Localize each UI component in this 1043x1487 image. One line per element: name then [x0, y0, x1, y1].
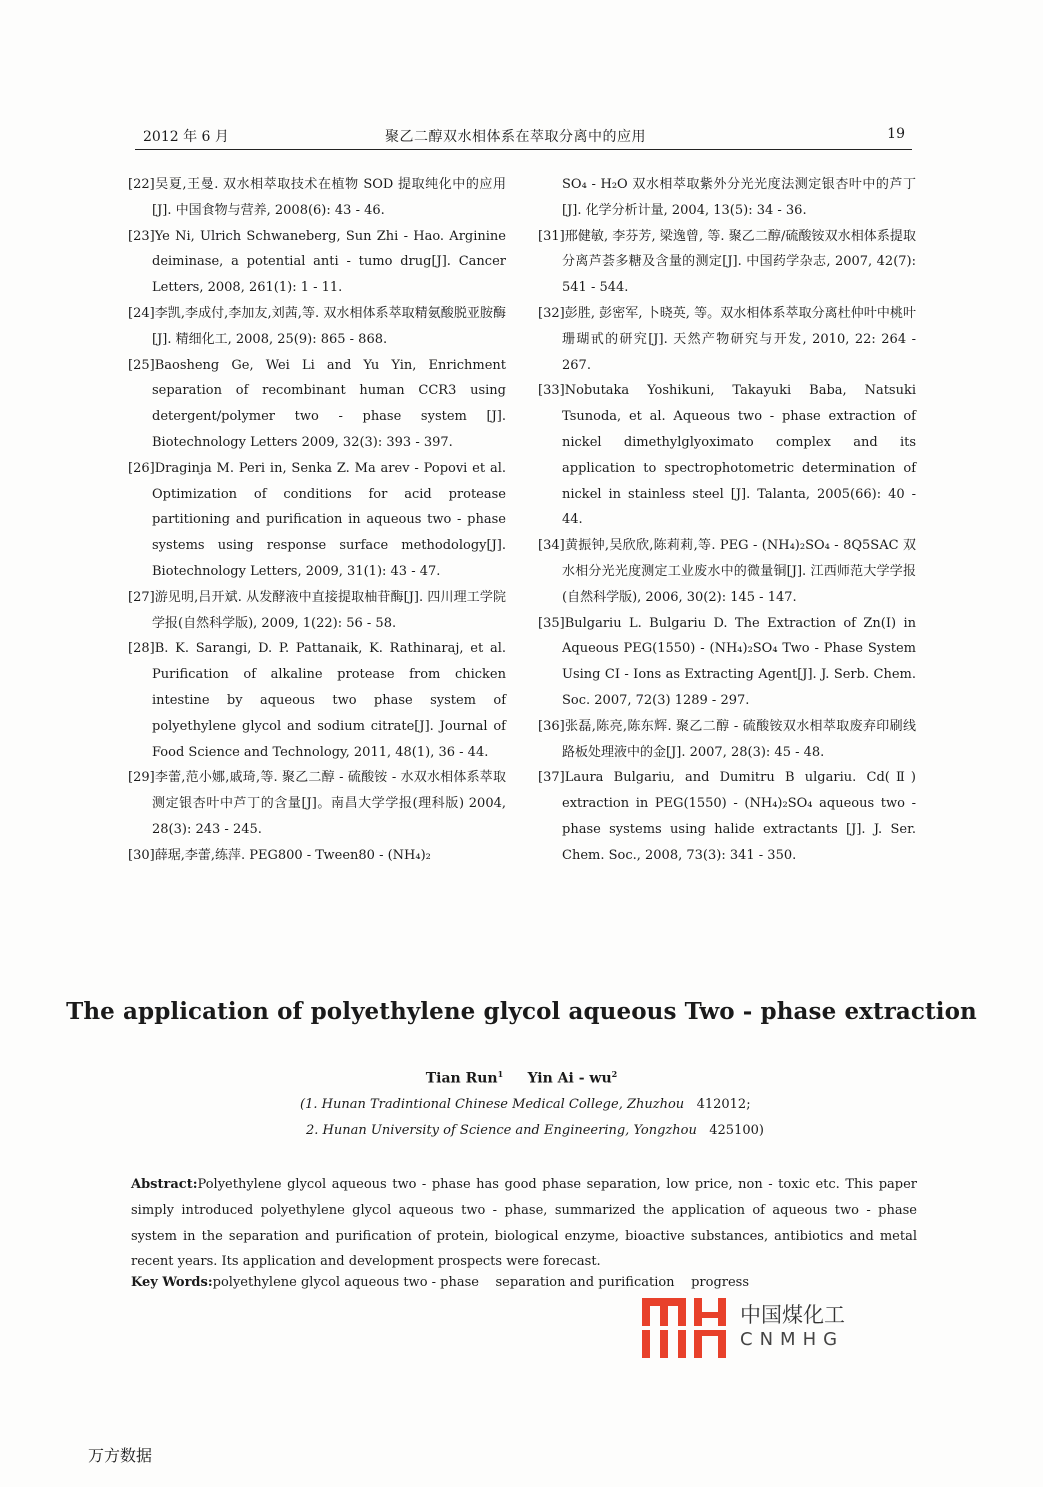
- abstract: [131, 1172, 917, 1275]
- reference-text: 张磊,陈亮,陈东辉. 聚乙二醇 - 硫酸铵双水相萃取废弃印刷线路板处理液中的金[J]. 2007, 28(3): 45 - 48.: [562, 718, 916, 760]
- reference-number: [33]: [538, 383, 565, 399]
- affiliation-1-text: (1. Hunan Tradintional Chinese Medical College, Zhuzhou: [300, 1097, 685, 1112]
- reference-text: 李蕾,范小娜,戚琦,等. 聚乙二醇 - 硫酸铵 - 水双水相体系萃取测定银杏叶中芦丁的含量[J]。南昌大学学报(理科版) 2004, 28(3): 243 - 245.: [152, 770, 506, 837]
- reference-item: [538, 533, 916, 610]
- reference-item: [128, 353, 506, 456]
- reference-number: [22]: [128, 177, 155, 192]
- affiliation-2: [306, 1123, 764, 1138]
- reference-text: 邢健敏, 李芬芳, 梁逸曾, 等. 聚乙二醇/硫酸铵双水相体系提取分离芦荟多糖及含量的测定[J]. 中国药学杂志, 2007, 42(7): 541 - 544.: [562, 228, 916, 296]
- reference-text: Bulgariu L. Bulgariu D. The Extraction of Zn(I) in Aqueous PEG(1550) - (NH₄)₂SO₄ Two - Phase System Using CI - Ions as Extracting Agent[J]. J. Serb. Chem. Soc. 2007, 72(3) 1289 - 297.: [562, 615, 916, 708]
- affiliation-1: [300, 1097, 751, 1112]
- affiliation-2-code: 425100): [709, 1123, 764, 1138]
- author-1-affil-mark: 1: [497, 1069, 504, 1079]
- keywords-text: polyethylene glycol aqueous two - phase separation and purification progress: [212, 1275, 750, 1290]
- reference-item: [538, 172, 916, 224]
- reference-item: [538, 611, 916, 714]
- reference-item: [538, 301, 916, 378]
- keywords-label: Key Words:: [131, 1275, 213, 1290]
- reference-item: [128, 843, 506, 869]
- page-number: 19: [887, 126, 905, 142]
- abstract-label: Abstract:: [131, 1177, 198, 1192]
- reference-item: [538, 765, 916, 868]
- reference-text: 吴夏,王曼. 双水相萃取技术在植物 SOD 提取纯化中的应用[J]. 中国食物与营养, 2008(6): 43 - 46.: [152, 177, 506, 218]
- author-1: Tian Run: [425, 1070, 498, 1087]
- reference-item: [128, 301, 506, 353]
- reference-text: Nobutaka Yoshikuni, Takayuki Baba, Natsuki Tsunoda, et al. Aqueous two - phase extraction of nickel dimethylglyoximato complex and its application to spectrophotometric determination of nickel in stainless steel [J]. Talanta, 2005(66): 40 - 44.: [562, 383, 916, 528]
- header-title: 聚乙二醇双水相体系在萃取分离中的应用: [385, 129, 646, 145]
- authors: [0, 1069, 1043, 1087]
- watermark-logo: [640, 1298, 860, 1358]
- reference-number: [34]: [538, 538, 565, 554]
- references-left-column: [128, 172, 506, 869]
- reference-number: [25]: [128, 357, 155, 373]
- reference-number: [36]: [538, 718, 565, 734]
- reference-item: [128, 224, 506, 301]
- english-title: The application of polyethylene glycol aqueous Two - phase extraction: [66, 998, 977, 1025]
- reference-item: [128, 765, 506, 842]
- reference-number: [24]: [128, 305, 155, 321]
- reference-number: [32]: [538, 305, 565, 321]
- affiliation-1-code: 412012;: [696, 1097, 751, 1112]
- author-2-affil-mark: 2: [611, 1069, 618, 1079]
- reference-number: [29]: [128, 770, 155, 786]
- reference-text: 薛琚,李蕾,练萍. PEG800 - Tween80 - (NH₄)₂: [154, 847, 431, 863]
- reference-item: [128, 456, 506, 585]
- reference-number: [23]: [128, 228, 155, 244]
- reference-text: 游见明,吕开斌. 从发酵液中直接提取柚苷酶[J]. 四川理工学院学报(自然科学版), 2009, 1(22): 56 - 58.: [152, 589, 506, 631]
- reference-text: 彭胜, 彭密军, 卜晓英, 等。双水相体系萃取分离杜仲叶中桃叶珊瑚甙的研究[J]. 天然产物研究与开发, 2010, 22: 264 - 267.: [562, 305, 916, 373]
- reference-text: Ye Ni, Ulrich Schwaneberg, Sun Zhi - Hao. Arginine deiminase, a potential anti - tumo drug[J]. Cancer Letters, 2008, 261(1): 1 - 11.: [152, 228, 506, 296]
- reference-number: [26]: [128, 460, 155, 476]
- reference-item: [128, 172, 506, 224]
- reference-text: SO₄ - H₂O 双水相萃取紫外分光光度法测定银杏叶中的芦丁[J]. 化学分析计量, 2004, 13(5): 34 - 36.: [562, 177, 916, 218]
- logo-english-text: CNMHG: [740, 1329, 845, 1350]
- reference-item: [538, 378, 916, 533]
- header-date: 2012 年 6 月: [143, 129, 229, 145]
- header-rule: [135, 149, 912, 150]
- footer-source: 万方数据: [88, 1446, 153, 1465]
- reference-number: [37]: [538, 770, 565, 786]
- reference-text: 李凯,李成付,李加友,刘茜,等. 双水相体系萃取精氨酸脱亚胺酶[J]. 精细化工, 2008, 25(9): 865 - 868.: [152, 305, 506, 347]
- logo-chinese-text: 中国煤化工: [740, 1303, 845, 1327]
- reference-item: [128, 636, 506, 765]
- author-2: Yin Ai - wu: [527, 1070, 612, 1087]
- mh-logo-icon: [640, 1298, 732, 1358]
- reference-text: Draginja M. Peri in, Senka Z. Ma arev - Popovi et al. Optimization of conditions for acid protease partitioning and purification in aqueous two - phase systems using response surface methodology[J]. Biotechnology Letters, 2009, 31(1): 43 - 47.: [152, 460, 506, 579]
- running-header: [135, 126, 905, 150]
- references-right-column: [538, 172, 916, 869]
- reference-number: [35]: [538, 615, 565, 631]
- reference-number: [28]: [128, 641, 155, 657]
- reference-item: [538, 714, 916, 766]
- reference-number: [27]: [128, 589, 155, 605]
- reference-number: [30]: [128, 847, 155, 863]
- reference-item: [128, 585, 506, 637]
- reference-text: Laura Bulgariu, and Dumitru B ulgariu. Cd(Ⅱ) extraction in PEG(1550) - (NH₄)₂SO₄ aqueous two - phase systems using halide extractants [J]. J. Ser. Chem. Soc., 2008, 73(3): 341 - 350.: [562, 770, 916, 863]
- reference-item: [538, 224, 916, 301]
- keywords: [131, 1275, 917, 1290]
- abstract-text: Polyethylene glycol aqueous two - phase has good phase separation, low price, non - toxic etc. This paper simply introduced polyethylene glycol aqueous two - phase, summarized the application of aqueous two - phase system in the separation and purification of protein, biological enzyme, bioactive substances, antibiotics and metal recent years. Its application and development prospects were forecast.: [131, 1177, 917, 1270]
- reference-text: B. K. Sarangi, D. P. Pattanaik, K. Rathinaraj, et al. Purification of alkaline protease from chicken intestine by aqueous two phase system of polyethylene glycol and sodium citrate[J]. Journal of Food Science and Technology, 2011, 48(1), 36 - 44.: [152, 641, 506, 760]
- affiliation-2-text: 2. Hunan University of Science and Engineering, Yongzhou: [306, 1123, 697, 1138]
- reference-text: Baosheng Ge, Wei Li and Yu Yin, Enrichment separation of recombinant human CCR3 using detergent/polymer two - phase system [J]. Biotechnology Letters 2009, 32(3): 393 - 397.: [152, 357, 506, 450]
- reference-number: [31]: [538, 228, 565, 244]
- reference-text: 黄振钟,吴欣欣,陈莉莉,等. PEG - (NH₄)₂SO₄ - 8Q5SAC 双水相分光光度测定工业废水中的微量铜[J]. 江西师范大学学报(自然科学版), 2006, 30(2): 145 - 147.: [562, 538, 916, 605]
